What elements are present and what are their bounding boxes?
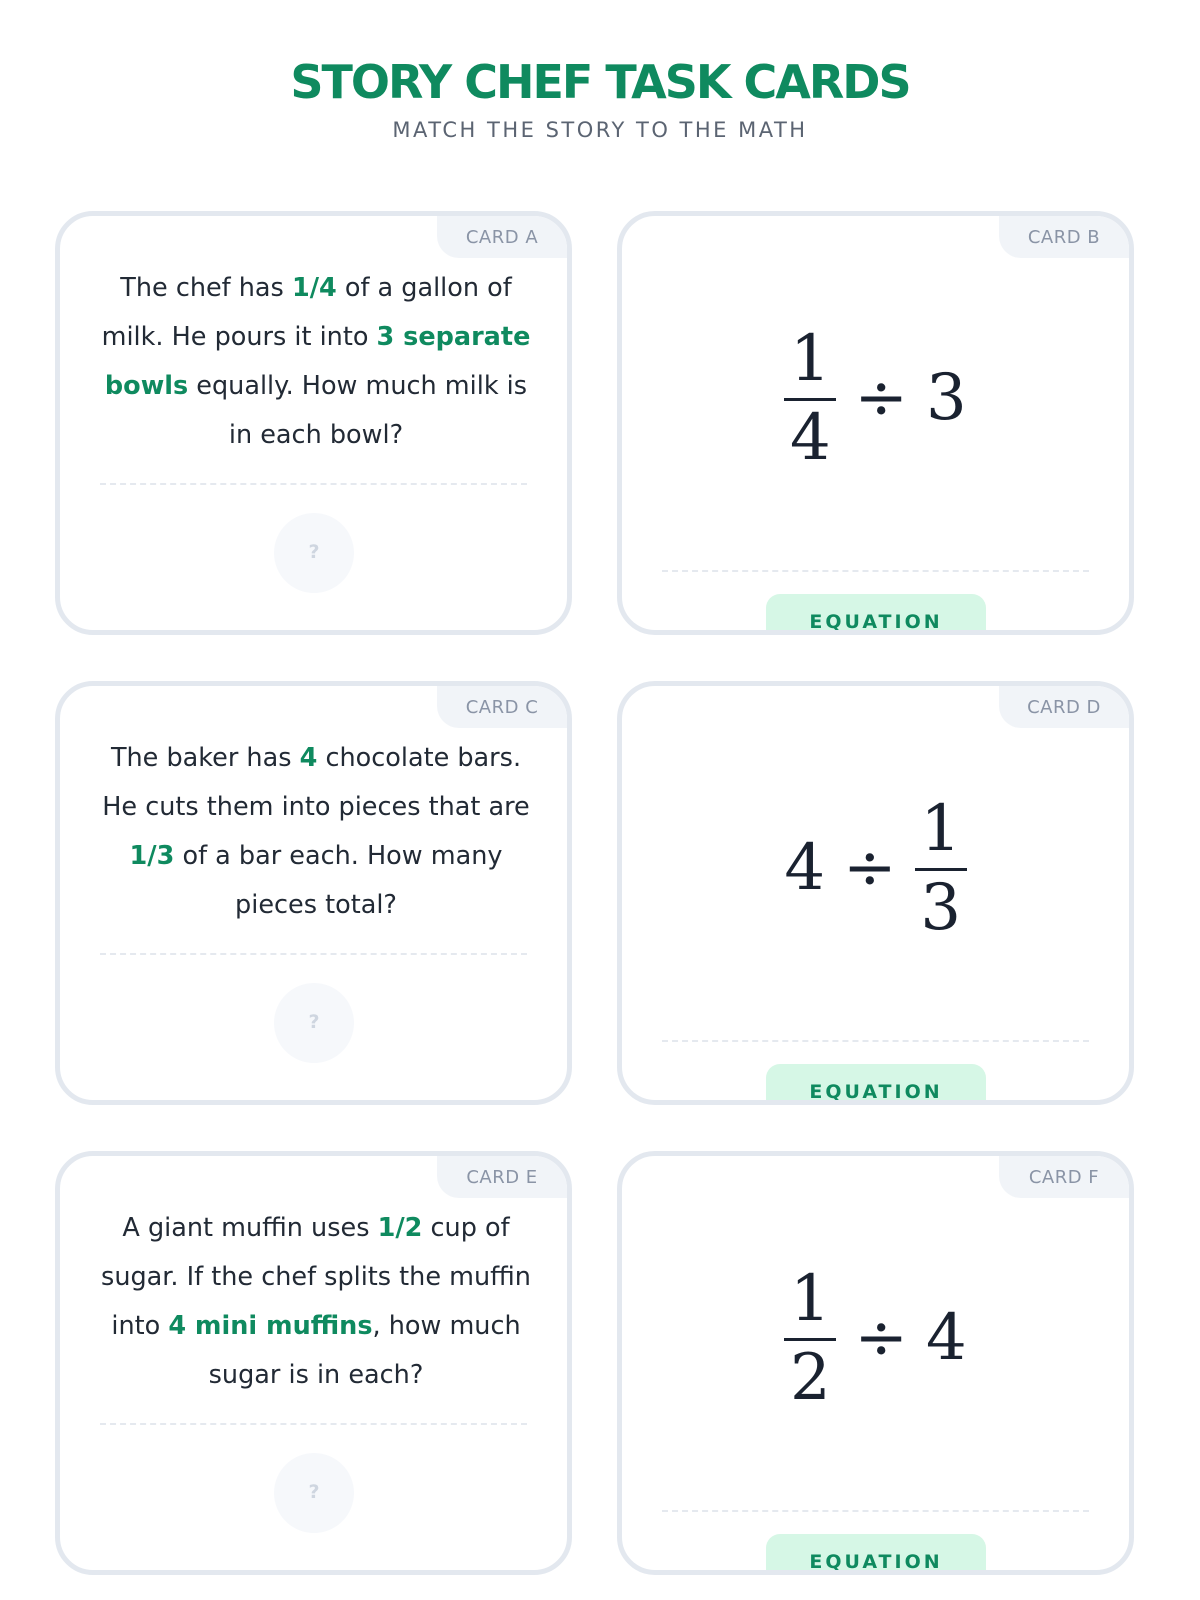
fraction-denominator: 4: [789, 400, 831, 475]
story-segment: equally. How much milk is in each bowl?: [188, 371, 528, 450]
card-tag: CARD B: [999, 216, 1129, 258]
highlight-number: 4: [299, 743, 318, 773]
divider: [662, 1040, 1089, 1042]
answer-slot[interactable]: ?: [274, 983, 354, 1063]
card-tag: CARD C: [437, 686, 567, 728]
story-card-c[interactable]: [55, 681, 572, 1105]
fraction: [784, 1261, 836, 1415]
story-segment: The chef has: [120, 273, 292, 303]
fraction-numerator: 1: [920, 791, 962, 866]
card-tag: CARD E: [437, 1156, 567, 1198]
page-header: [0, 56, 1200, 144]
fraction-numerator: 1: [789, 321, 831, 396]
divider: [662, 1510, 1089, 1512]
highlight-number: 1/3: [129, 841, 175, 871]
answer-slot[interactable]: ?: [274, 513, 354, 593]
equation-card-b[interactable]: [617, 211, 1134, 635]
story-text: [92, 264, 540, 460]
divider: [100, 953, 527, 955]
division-operator: ÷: [854, 1301, 908, 1375]
whole-number: 4: [925, 1301, 967, 1375]
equation-expression: [622, 1248, 1129, 1428]
story-segment: The baker has: [110, 743, 300, 773]
equation-badge: EQUATION: [766, 1064, 986, 1105]
equation-card-f[interactable]: [617, 1151, 1134, 1575]
fraction: [915, 791, 967, 945]
highlight-number: 1/2: [377, 1213, 423, 1243]
division-operator: ÷: [843, 831, 897, 905]
division-operator: ÷: [854, 361, 908, 435]
story-segment: chocolate bars. He cuts them into pieces that are: [102, 743, 530, 822]
card-tag: CARD D: [999, 686, 1129, 728]
story-segment: cup of sugar. If the chef splits the muffin into: [101, 1213, 531, 1341]
whole-number: 4: [784, 831, 826, 905]
highlight-number: 3 separate bowls: [104, 322, 531, 401]
divider: [662, 570, 1089, 572]
fraction-denominator: 3: [920, 870, 962, 945]
story-card-e[interactable]: [55, 1151, 572, 1575]
story-segment: , how much sugar is in each?: [208, 1311, 521, 1390]
card-tag: CARD F: [999, 1156, 1129, 1198]
card-tag: CARD A: [437, 216, 567, 258]
equation-badge: EQUATION: [766, 1534, 986, 1575]
divider: [100, 1423, 527, 1425]
fraction: [784, 321, 836, 475]
equation-card-d[interactable]: [617, 681, 1134, 1105]
whole-number: 3: [925, 361, 967, 435]
story-segment: A giant muffin uses: [122, 1213, 378, 1243]
story-segment: of a gallon of milk. He pours it into: [101, 273, 512, 352]
page-subtitle: MATCH THE STORY TO THE MATH: [392, 118, 808, 142]
story-card-a[interactable]: [55, 211, 572, 635]
answer-slot[interactable]: ?: [274, 1453, 354, 1533]
page-title: STORY CHEF TASK CARDS: [290, 55, 910, 109]
story-text: [92, 734, 540, 930]
story-text: [92, 1204, 540, 1400]
equation-expression: [622, 308, 1129, 488]
divider: [100, 483, 527, 485]
highlight-number: 1/4: [291, 273, 337, 303]
fraction-denominator: 2: [789, 1340, 831, 1415]
highlight-number: 4 mini muffins: [168, 1311, 373, 1341]
fraction-numerator: 1: [789, 1261, 831, 1336]
story-segment: of a bar each. How many pieces total?: [174, 841, 503, 920]
equation-expression: [622, 778, 1129, 958]
equation-badge: EQUATION: [766, 594, 986, 635]
